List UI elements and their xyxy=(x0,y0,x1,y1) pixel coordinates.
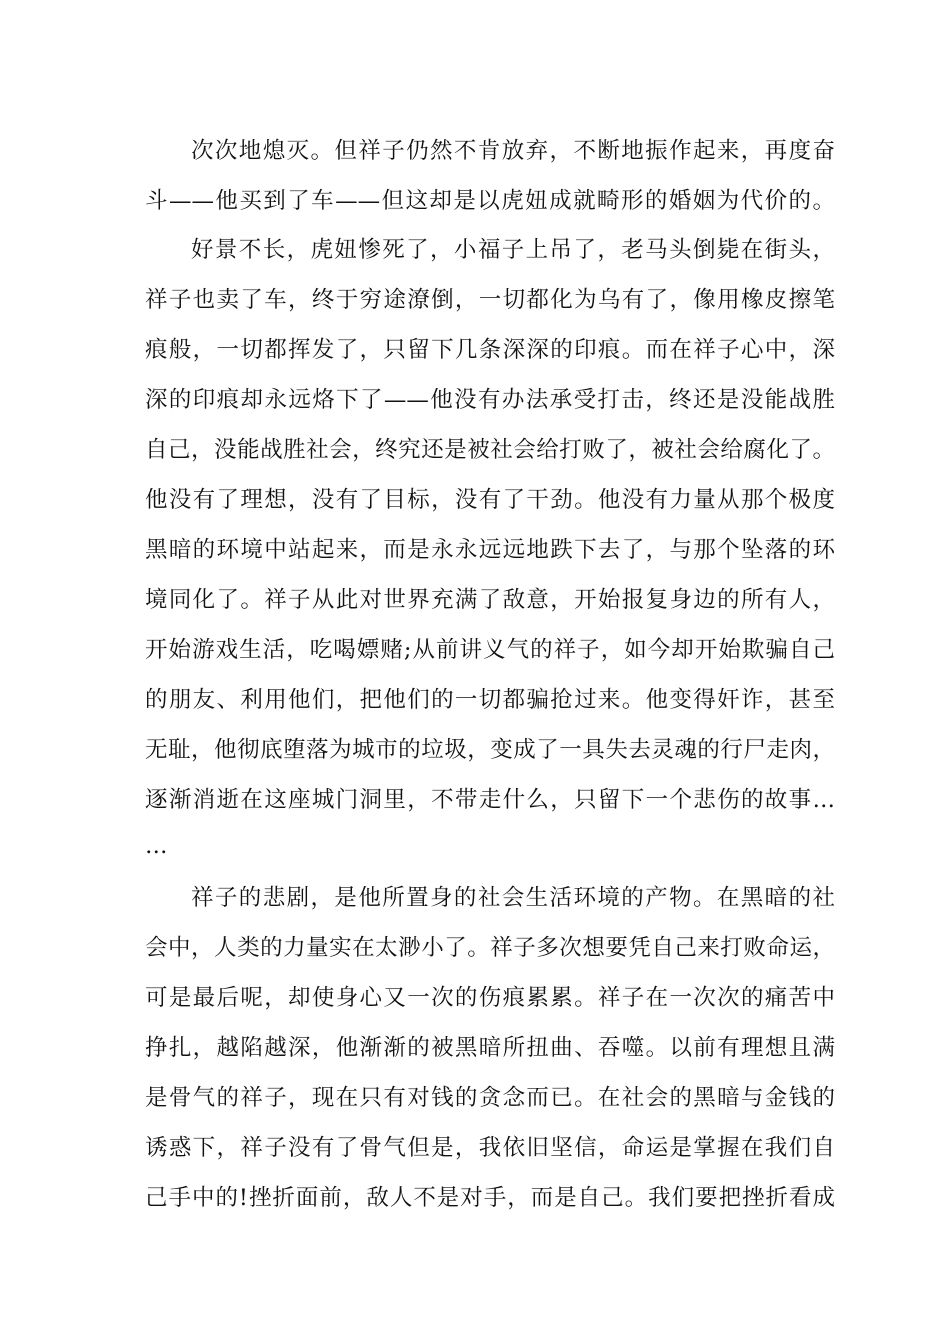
paragraph-line: 好景不长，虎妞惨死了，小福子上吊了，老马头倒毙在街头， xyxy=(191,237,835,263)
paragraph-line: … xyxy=(145,833,168,859)
paragraph-line: 己手中的!挫折面前，敌人不是对手，而是自己。我们要把挫折看成 xyxy=(145,1185,835,1211)
paragraph-line: 黑暗的环境中站起来，而是永永远远地跌下去了，与那个坠落的环 xyxy=(145,537,835,563)
paragraph-line: 他没有了理想，没有了目标，没有了干劲。他没有力量从那个极度 xyxy=(145,487,835,513)
paragraph-line: 自己，没能战胜社会，终究还是被社会给打败了，被社会给腐化了。 xyxy=(145,437,835,463)
paragraph-line: 祥子也卖了车，终于穷途潦倒，一切都化为乌有了，像用橡皮擦笔 xyxy=(145,287,835,313)
paragraph-line: 诱惑下，祥子没有了骨气但是，我依旧坚信，命运是掌握在我们自 xyxy=(145,1135,835,1161)
paragraph-line: 斗——他买到了车——但这却是以虎妞成就畸形的婚姻为代价的。 xyxy=(145,188,835,214)
paragraph-line: 挣扎，越陷越深，他渐渐的被黑暗所扭曲、吞噬。以前有理想且满 xyxy=(145,1035,835,1061)
paragraph-line: 无耻，他彻底堕落为城市的垃圾，变成了一具失去灵魂的行尸走肉， xyxy=(145,737,835,763)
paragraph-line: 深的印痕却永远烙下了——他没有办法承受打击，终还是没能战胜 xyxy=(145,387,835,413)
paragraph-line: 祥子的悲剧，是他所置身的社会生活环境的产物。在黑暗的社 xyxy=(191,885,835,911)
paragraph-line: 逐渐消逝在这座城门洞里，不带走什么，只留下一个悲伤的故事… xyxy=(145,787,835,813)
paragraph-line: 是骨气的祥子，现在只有对钱的贪念而已。在社会的黑暗与金钱的 xyxy=(145,1085,835,1111)
paragraph-line: 开始游戏生活，吃喝嫖赌;从前讲义气的祥子，如今却开始欺骗自己 xyxy=(145,637,835,663)
paragraph-line: 痕般，一切都挥发了，只留下几条深深的印痕。而在祥子心中，深 xyxy=(145,337,835,363)
paragraph-line: 可是最后呢，却使身心又一次的伤痕累累。祥子在一次次的痛苦中 xyxy=(145,985,835,1011)
paragraph-line: 的朋友、利用他们，把他们的一切都骗抢过来。他变得奸诈，甚至 xyxy=(145,687,835,713)
paragraph-line: 境同化了。祥子从此对世界充满了敌意，开始报复身边的所有人， xyxy=(145,587,835,613)
paragraph-line: 会中，人类的力量实在太渺小了。祥子多次想要凭自己来打败命运， xyxy=(145,935,835,961)
paragraph-line: 次次地熄灭。但祥子仍然不肯放弃，不断地振作起来，再度奋 xyxy=(191,138,835,164)
